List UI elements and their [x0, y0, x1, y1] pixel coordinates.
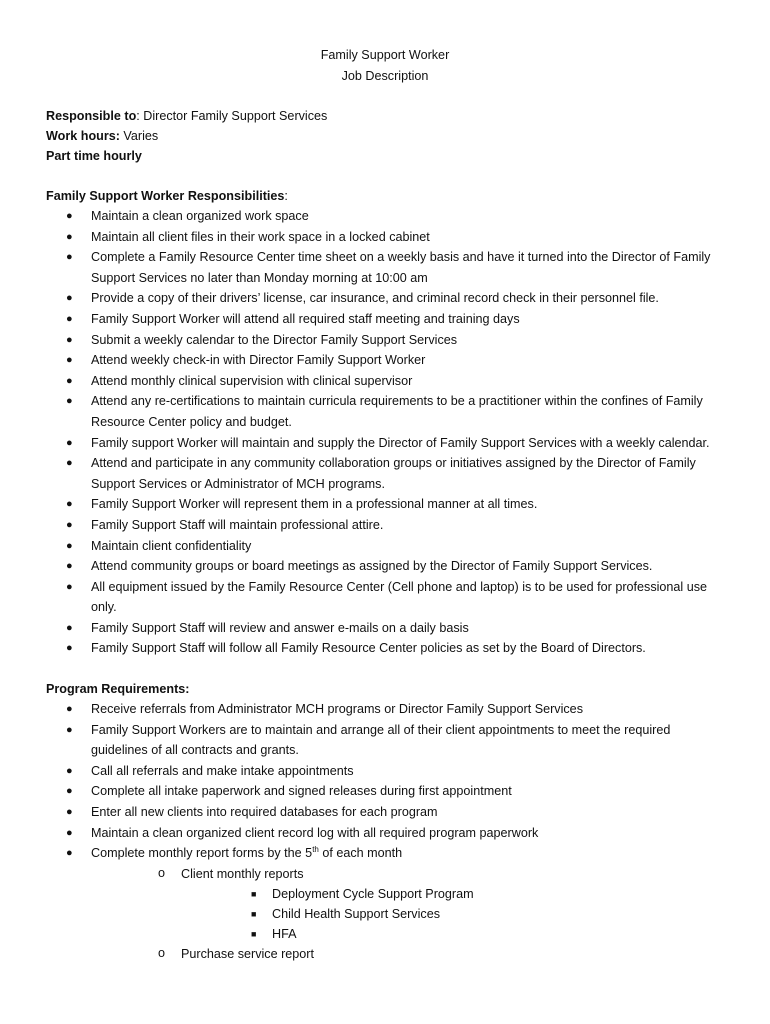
bullet-icon: ●: [66, 560, 73, 573]
bullet-icon: ●: [66, 621, 73, 634]
client-monthly-reports: [0, 864, 770, 884]
bullet-icon: ●: [66, 436, 73, 449]
square-bullet-icon: ■: [251, 888, 257, 899]
list-item-text: Call all referrals and make intake appointments: [91, 763, 354, 778]
bullet-icon: ●: [66, 642, 73, 655]
square-bullet-icon: ■: [251, 908, 257, 919]
bullet-icon: ●: [66, 292, 73, 305]
responsibilities-list: [0, 206, 770, 659]
list-item-text: Family Support Worker will represent them in a professional manner at all times.: [91, 497, 538, 512]
bullet-icon: ●: [66, 539, 73, 552]
list-item: [0, 618, 770, 639]
list-item: [0, 699, 770, 720]
list-item: [0, 391, 770, 432]
bullet-icon: ●: [66, 230, 73, 243]
list-item: [0, 536, 770, 557]
list-item: [0, 638, 770, 659]
circle-bullet-icon: o: [158, 865, 166, 880]
list-item-text: Attend and participate in any community collaboration groups or initiatives assigned by the Director of Family Support Services or Administrator of MCH programs.: [91, 456, 696, 491]
bullet-icon: ●: [66, 826, 73, 839]
bullet-icon: ●: [66, 210, 73, 222]
list-item: [0, 720, 770, 761]
list-item-text: Provide a copy of their drivers’ license, car insurance, and criminal record check in their personnel file.: [91, 291, 659, 306]
list-item: [0, 823, 770, 844]
list-item-text: Family support Worker will maintain and supply the Director of Family Support Services with a weekly calendar.: [91, 435, 710, 450]
bullet-icon: ●: [66, 312, 73, 325]
client-report-item: [0, 904, 770, 924]
list-item: [0, 802, 770, 823]
bullet-icon: ●: [66, 785, 73, 798]
list-item-text: Submit a weekly calendar to the Director Family Support Services: [91, 332, 458, 347]
responsible-to-value: : Director Family Support Services: [136, 109, 328, 123]
bullet-icon: ●: [66, 723, 73, 736]
client-report-label: HFA: [272, 926, 297, 941]
list-item-text: Attend any re-certifications to maintain curricula requirements to be a practitioner within the confines of Family Resource Center policy and budget.: [91, 394, 703, 429]
list-item: [0, 309, 770, 330]
bullet-icon: ●: [66, 764, 73, 777]
monthly-report-item: [0, 843, 770, 864]
bullet-icon: ●: [66, 354, 73, 367]
list-item: [0, 330, 770, 351]
list-item: [0, 515, 770, 536]
list-item-text: Maintain client confidentiality: [91, 538, 252, 553]
client-report-item: [0, 884, 770, 904]
list-item-text: Family Support Staff will follow all Family Resource Center policies as set by the Board of Directors.: [91, 641, 646, 656]
list-item-text: All equipment issued by the Family Resource Center (Cell phone and laptop) is to be used for professional use only.: [91, 579, 708, 615]
bullet-icon: ●: [66, 518, 73, 531]
work-hours-label: Work hours:: [46, 129, 120, 143]
monthly-report-sup: th: [312, 844, 319, 854]
bullet-icon: ●: [66, 251, 73, 264]
work-hours: [46, 126, 158, 146]
work-hours-value: Varies: [119, 129, 159, 143]
square-bullet-icon: ■: [251, 928, 257, 939]
bullet-icon: ●: [66, 374, 73, 387]
list-item-text: Attend weekly check-in with Director Family Support Worker: [91, 353, 426, 368]
list-item-text: Maintain a clean organized client record log with all required program paperwork: [91, 825, 539, 840]
client-report-label: Child Health Support Services: [272, 906, 440, 921]
monthly-report-prefix: Complete monthly report forms by the 5: [91, 846, 313, 861]
bullet-icon: ●: [66, 457, 73, 470]
monthly-report-suffix: of each month: [318, 846, 403, 861]
program-requirements-heading: Program Requirements:: [46, 682, 190, 696]
responsible-to: [46, 106, 327, 126]
list-item-text: Complete a Family Resource Center time sheet on a weekly basis and have it turned into the Director of Family Support Services no later than Monday morning at 10:00 am: [91, 250, 711, 285]
list-item: [0, 556, 770, 577]
list-item: [0, 288, 770, 309]
list-item: [0, 371, 770, 392]
list-item: [0, 781, 770, 802]
list-item-text: Receive referrals from Administrator MCH programs or Director Family Support Services: [91, 702, 583, 716]
list-item: [0, 247, 770, 288]
client-report-label: Deployment Cycle Support Program: [272, 886, 474, 901]
bullet-icon: ●: [66, 703, 73, 715]
bullet-icon: ●: [66, 847, 73, 860]
purchase-service-report: [0, 944, 770, 964]
client-monthly-reports-label: Client monthly reports: [181, 866, 304, 881]
list-item-text: Enter all new clients into required databases for each program: [91, 804, 438, 819]
bullet-icon: ●: [66, 498, 73, 511]
list-item: [0, 494, 770, 515]
list-item-text: Family Support Staff will maintain professional attire.: [91, 517, 384, 532]
list-item: [0, 227, 770, 248]
list-item-text: Maintain all client files in their work space in a locked cabinet: [91, 229, 430, 244]
list-item: [0, 350, 770, 371]
bullet-icon: ●: [66, 580, 73, 593]
list-item-text: Family Support Staff will review and answer e-mails on a daily basis: [91, 620, 469, 635]
list-item-text: Complete all intake paperwork and signed releases during first appointment: [91, 784, 512, 799]
list-item: [0, 206, 770, 227]
bullet-icon: ●: [66, 805, 73, 818]
list-item-text: Attend community groups or board meetings as assigned by the Director of Family Support Services.: [91, 559, 653, 574]
document-title: Family Support Worker: [320, 48, 450, 62]
purchase-service-report-label: Purchase service report: [181, 946, 314, 961]
bullet-icon: ●: [66, 333, 73, 346]
list-item: [0, 433, 770, 454]
circle-bullet-icon: o: [158, 945, 166, 960]
responsible-to-label: Responsible to: [46, 109, 137, 123]
list-item-text: Attend monthly clinical supervision with clinical supervisor: [91, 373, 413, 388]
list-item-text: Family Support Worker will attend all required staff meeting and training days: [91, 311, 520, 326]
list-item: [0, 453, 770, 494]
list-item-text: Family Support Workers are to maintain and arrange all of their client appointments to meet the required guidelines of all contracts and grants.: [91, 722, 671, 758]
list-item: [0, 577, 770, 618]
bullet-icon: ●: [66, 395, 73, 408]
client-report-item: [0, 924, 770, 944]
list-item-text: Maintain a clean organized work space: [91, 209, 309, 223]
employment-type: Part time hourly: [46, 149, 142, 163]
list-item: [0, 761, 770, 782]
responsibilities-heading: Family Support Worker Responsibilities:: [46, 189, 288, 203]
program-requirements-list: [0, 699, 770, 964]
document-subtitle: Job Description: [341, 69, 429, 83]
